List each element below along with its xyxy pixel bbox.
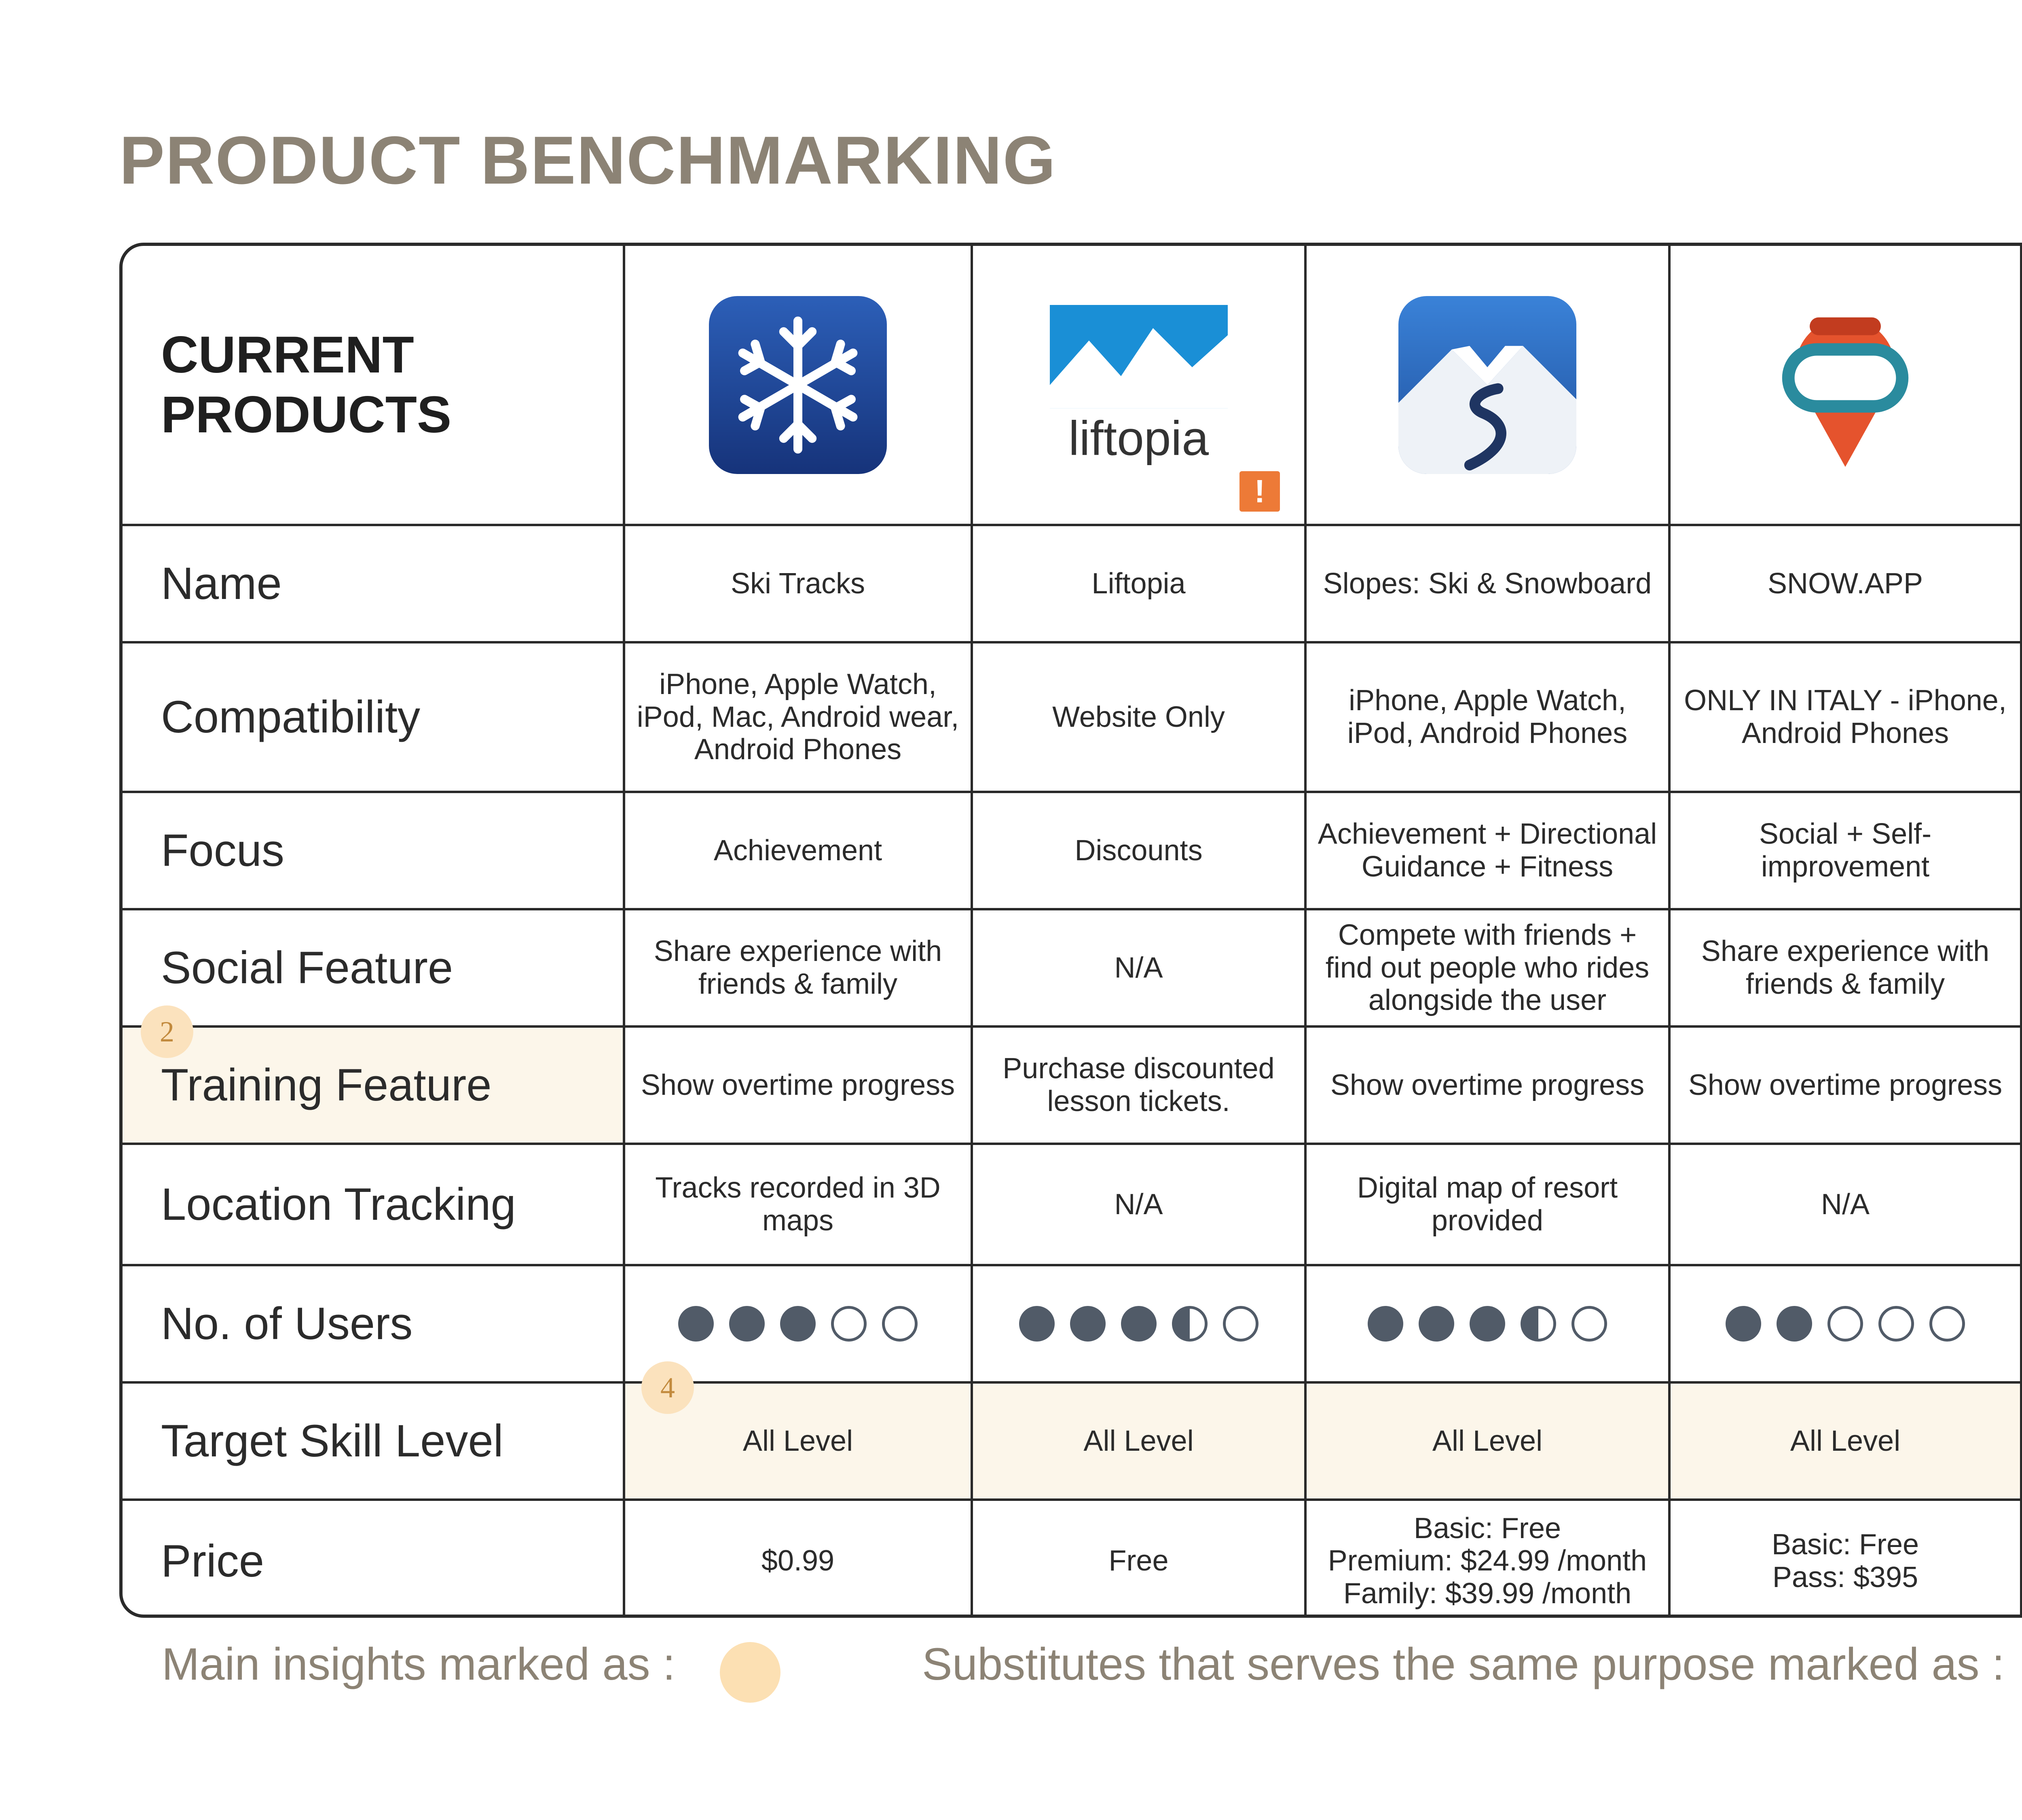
rating-dot (1726, 1306, 1761, 1342)
row-label: Location Tracking (123, 1144, 624, 1265)
product-logo-cell (972, 246, 1305, 525)
table-cell-highlighted (624, 1371, 972, 1500)
user-rating (635, 1306, 961, 1342)
user-rating-cell (972, 1265, 1305, 1382)
table-row-price (123, 1500, 2022, 1618)
table-cell: Achievement + Directional Guidance + Fitness (1305, 792, 1669, 909)
rating-dot (1070, 1306, 1106, 1342)
row-label: Target Skill Level (123, 1382, 624, 1500)
snowflake-icon (709, 296, 887, 474)
table-cell: Basic: Free Premium: $24.99 /month Family: $39.99 /month (1305, 1500, 1669, 1618)
rating-dot (1019, 1306, 1055, 1342)
user-rating (1680, 1306, 2010, 1342)
cell-text: All Level (742, 1424, 853, 1457)
goggles-pin-logo (1756, 296, 1934, 474)
table-cell: Show overtime progress (1669, 1026, 2021, 1144)
row-label: Price (123, 1500, 624, 1618)
table-row-compatibility (123, 642, 2022, 792)
table-cell: iPhone, Apple Watch, iPod, Android Phones (1305, 642, 1669, 792)
table-row-focus (123, 792, 2022, 909)
table-cell: Social + Self-improvement (1669, 792, 2021, 909)
mountain-road-icon (1398, 296, 1576, 474)
user-rating (1316, 1306, 1658, 1342)
rating-dot (882, 1306, 918, 1342)
table-row-name (123, 525, 2022, 642)
table-cell: SNOW.APP (1669, 525, 2021, 642)
legend-insights-text: Main insights marked as : (162, 1639, 675, 1689)
legend-insight-swatch (720, 1642, 780, 1703)
rating-dot (1172, 1306, 1208, 1342)
product-logo-cell (1305, 246, 1669, 525)
rating-dot (729, 1306, 765, 1342)
row-label-highlighted (123, 1015, 624, 1144)
substitute-flag: ! (1239, 471, 1280, 512)
user-rating (983, 1306, 1294, 1342)
rating-dot (1368, 1306, 1403, 1342)
table-row-users (123, 1265, 2022, 1382)
table-cell: ONLY IN ITALY - iPhone, Android Phones (1669, 642, 2021, 792)
table-cell: Compete with friends + find out people who rides alongside the user (1305, 909, 1669, 1026)
product-logo-cell (1669, 246, 2021, 525)
goggles-pin-icon (1756, 296, 1934, 474)
liftopia-wordmark: liftopia (1068, 411, 1209, 466)
product-logo-cell (624, 246, 972, 525)
table-cell: iPhone, Apple Watch, iPod, Mac, Android wear, Android Phones (624, 642, 972, 792)
rating-dot (1121, 1306, 1157, 1342)
insight-marker: 4 (641, 1361, 694, 1414)
table-cell: Share experience with friends & family (1669, 909, 2021, 1026)
header-label-line2: PRODUCTS (161, 385, 452, 444)
rating-dot (780, 1306, 816, 1342)
rating-dot (1827, 1306, 1863, 1342)
table-cell: Tracks recorded in 3D maps (624, 1144, 972, 1265)
table-row-target-skill (123, 1382, 2022, 1500)
rating-dot (1929, 1306, 1965, 1342)
mountain-road-logo (1398, 296, 1576, 474)
rating-dot (1223, 1306, 1258, 1342)
rating-dot (831, 1306, 867, 1342)
row-label: Focus (123, 792, 624, 909)
legend-substitutes-text: Substitutes that serves the same purpose marked as : (922, 1639, 2005, 1689)
table-cell-highlighted: All Level (1669, 1382, 2021, 1500)
table-cell: Basic: Free Pass: $395 (1669, 1500, 2021, 1618)
rating-dot (1571, 1306, 1607, 1342)
table-cell: Show overtime progress (1305, 1026, 1669, 1144)
header-row (123, 246, 2022, 525)
table-cell-highlighted: All Level (972, 1382, 1305, 1500)
table-cell: Purchase discounted lesson tickets. (972, 1026, 1305, 1144)
header-label-line1: CURRENT (161, 326, 414, 384)
table-cell: Achievement (624, 792, 972, 909)
table-cell-highlighted: All Level (1305, 1382, 1669, 1500)
rating-dot (1419, 1306, 1454, 1342)
table-cell: Show overtime progress (624, 1026, 972, 1144)
table-cell: Digital map of resort provided (1305, 1144, 1669, 1265)
snowflake-logo (709, 296, 887, 474)
row-label: No. of Users (123, 1265, 624, 1382)
liftopia-logo (1050, 296, 1228, 474)
user-rating-cell (1305, 1265, 1669, 1382)
header-label-text (161, 325, 613, 444)
table-cell: N/A (972, 1144, 1305, 1265)
table-cell: Ski Tracks (624, 525, 972, 642)
table-cell: Free (972, 1500, 1305, 1618)
table-cell: Slopes: Ski & Snowboard (1305, 525, 1669, 642)
table-cell: Discounts (972, 792, 1305, 909)
table-row-training-feature (123, 1026, 2022, 1144)
rating-dot (1470, 1306, 1505, 1342)
rating-dot (1777, 1306, 1812, 1342)
insight-marker: 2 (141, 1005, 193, 1058)
table-cell: N/A (1669, 1144, 2021, 1265)
table-cell: N/A (972, 909, 1305, 1026)
table-cell: Liftopia (972, 525, 1305, 642)
table-row-location-tracking (123, 1144, 2022, 1265)
table-row-social-feature (123, 909, 2022, 1026)
row-label: Social Feature (123, 909, 624, 1026)
user-rating-cell (1669, 1265, 2021, 1382)
row-label: Name (123, 525, 624, 642)
row-label: Compatibility (123, 642, 624, 792)
table-cell: Website Only (972, 642, 1305, 792)
rating-dot (1878, 1306, 1914, 1342)
header-label (123, 246, 624, 525)
table-cell: $0.99 (624, 1500, 972, 1618)
row-label-text: Training Feature (161, 1060, 492, 1111)
table-cell: Share experience with friends & family (624, 909, 972, 1026)
rating-dot (678, 1306, 714, 1342)
page-title: PRODUCT BENCHMARKING (119, 122, 1057, 198)
benchmark-table (119, 243, 2022, 1618)
rating-dot (1521, 1306, 1556, 1342)
